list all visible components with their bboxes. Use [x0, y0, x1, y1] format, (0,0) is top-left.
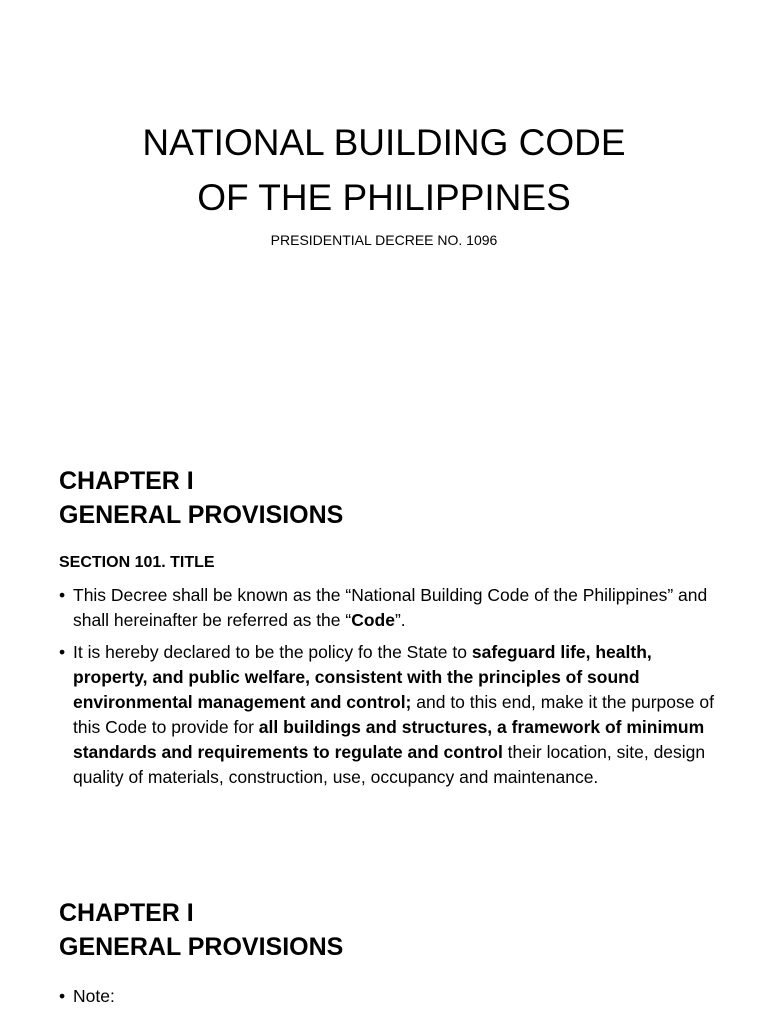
bullet-icon: • [59, 642, 66, 662]
bullet-text-bold: Code [351, 610, 395, 630]
document-subtitle: PRESIDENTIAL DECREE NO. 1096 [270, 232, 498, 248]
bullet-text: their location, site, design quality of materials, construction, use, occupancy and maintenance. [73, 742, 706, 787]
bullet-text: Note: [73, 986, 115, 1006]
document-title [0, 115, 768, 225]
bullet-icon: • [59, 585, 66, 605]
title-line-1: NATIONAL BUILDING CODE [142, 122, 626, 163]
bullet-text: It is hereby declared to be the policy fo the State to [73, 642, 472, 662]
chapter-slide [0, 860, 768, 1024]
title-line-2: OF THE PHILIPPINES [197, 177, 571, 218]
bullet-text: ”. [394, 610, 406, 630]
bullet-text-bold: all buildings and structures, a framework of minimum standards and requirements to regulate and control [73, 717, 705, 762]
bullet-list [59, 984, 719, 1016]
chapter-number: CHAPTER I [59, 899, 194, 927]
list-item [59, 640, 719, 790]
chapter-name: GENERAL PROVISIONS [59, 933, 344, 961]
list-item [59, 583, 719, 633]
bullet-text: and to this end, make it the purpose of this Code to provide for [73, 692, 714, 737]
bullet-text: This Decree shall be known as the “National Building Code of the Philippines” and shall hereinafter be referred as the “ [73, 585, 708, 630]
bullet-text-bold: safeguard life, health, property, and public welfare, consistent with the principles of sound environmental management and control; [73, 642, 652, 712]
chapter-heading [59, 896, 343, 964]
title-slide [0, 0, 768, 440]
chapter-number: CHAPTER I [59, 467, 194, 495]
chapter-heading [59, 464, 343, 532]
bullet-list [59, 583, 719, 797]
list-item [59, 984, 719, 1009]
bullet-icon: • [59, 986, 66, 1006]
chapter-name: GENERAL PROVISIONS [59, 501, 344, 529]
section-heading: SECTION 101. TITLE [59, 554, 215, 571]
chapter-slide [0, 440, 768, 860]
